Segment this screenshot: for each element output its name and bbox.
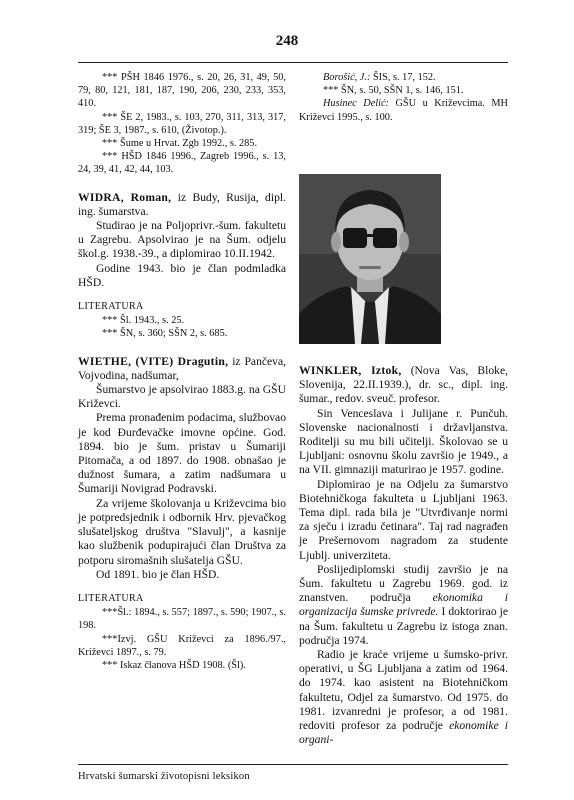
reference: ***Šl.: 1894., s. 557; 1897., s. 590; 1907., s. 198. (78, 607, 286, 632)
entry-intro: iz Pančeva, Vojvodina, nadšumar, (78, 354, 286, 382)
entry-paragraph: Prema pronađenim podacima, službovao je kod Đurđevačke imovne općine. God. 1894. bio je šum. pristav u Šumariji Pitomača, a od 1897. do 1908. obnašao je dužnost šumara, a zatim nadšumara u Šumariji Novigrad Podravski. (78, 411, 286, 496)
entry-paragraph: Diplomirao je na Odjelu za šumarstvo Biotehničkoga fakulteta u Ljubljani 1963. Tema dipl. rada bila je "Utvrđivanje normi za sječu i izradu četinara". Taj rad nagrađen je Prešernovom nagradom za studente Ljublj. univerziteta. (299, 477, 508, 562)
page-number: 248 (275, 33, 299, 49)
right-column-top (299, 71, 508, 124)
reference: *** HŠD 1846 1996., Zagreb 1996., s. 13, 24, 39, 41, 42, 44, 103. (78, 151, 286, 176)
entry-paragraph (299, 648, 508, 747)
reference: *** ŠE 2, 1983., s. 103, 270, 311, 313, 317, 319; ŠE 3, 1987., s. 610, (Životop.). (78, 111, 286, 136)
literature-label: LITERATURA (78, 301, 144, 313)
ref-author: Husinec Delić: (323, 98, 389, 110)
entry-paragraph (299, 563, 508, 648)
italic-term: ekonomike i organi- (299, 719, 508, 747)
entry-name: WIETHE, (VITE) Dragutin, (78, 354, 229, 368)
reference (299, 71, 508, 84)
literature-label: LITERATURA (78, 592, 144, 604)
entry-paragraph: Godine 1943. bio je član podmladka HŠD. (78, 261, 286, 289)
ref-text: *** ŠN, s. 50, SŠN 1, s. 146, 151. (323, 85, 464, 97)
entry-paragraph: Od 1891. bio je član HŠD. (96, 567, 220, 581)
entry-paragraph: Sin Venceslava i Julijane r. Punčuh. Slovenske nacionalnosti i državljanstva. Roditelji su mu bili učitelji. Školovao se u Ljubljani: osnovnu školu završio je 1949., a na VII. gimnaziji maturirao je 1957. godine. (299, 406, 508, 477)
reference: *** PŠH 1846 1976., s. 20, 26, 31, 49, 50, 79, 80, 121, 181, 187, 190, 206, 230, 233, 353, 410. (78, 72, 286, 110)
reference: *** Iskaz članova HŠD 1908. (Šl). (102, 659, 246, 671)
reference: *** ŠN, s. 360; SŠN 2, s. 685. (102, 328, 228, 340)
header-rule (78, 62, 508, 63)
paragraph-text: Radio je kraće vrijeme u šumsko-privr. operativi, u ŠG Ljubljana a zatim od 1964. do 1974. kao asistent na Biotehničkom fakultetu, Odjel za šumarstvo. Od 1975. do 1981. izvanredni je profesor, a od 1981. redoviti profesor za područje (299, 648, 508, 733)
reference: *** Šume u Hrvat. Zgb 1992., s. 285. (102, 138, 258, 150)
paragraph-text: I doktorirao je na Šum. fakultetu u Zagrebu iz istoga znan. područja 1974. (299, 605, 508, 647)
entry-name: WINKLER, Iztok, (299, 364, 402, 377)
ref-author: Borošić, J.: (323, 72, 371, 83)
entry-intro: iz Budy, Rusija, dipl. ing. šumarstva. (78, 190, 286, 218)
portrait-illustration (299, 174, 441, 344)
footer-rule (78, 764, 508, 765)
entry-paragraph: Studirao je na Poljoprivr.-šum. fakultetu u Zagrebu. Apsolvirao je na Šum. odjelu škol.g. 1938.-39., a diplomirao 10.II.1942. (78, 219, 286, 261)
footer-title: Hrvatski šumarski životopisni leksikon (78, 771, 250, 782)
reference: *** Šl. 1943., s. 25. (102, 315, 185, 327)
right-column-entry (299, 350, 508, 747)
reference (299, 84, 508, 97)
ref-text: ŠIS, s. 17, 152. (370, 72, 436, 83)
portrait-photo (299, 174, 441, 344)
entry-paragraph: Šumarstvo je apsolvirao 1883.g. na GŠU Križevci. (78, 383, 286, 411)
ref-text: GŠU u Križevcima. MH Križevci 1995., s. 100. (299, 98, 508, 123)
entry-wiethe-heading (78, 355, 286, 383)
entry-paragraph: Za vrijeme školovanja u Križevcima bio je potpredsjednik i odbornik Hrv. pjevačkog slušateljskog društva "Slavulj", a kasnije kao službenik podupirajući član Društva za potporu siromašnih slušatelja GŠU. (78, 496, 286, 567)
paragraph-text: Poslijediplomski studij završio je na Šum. fakultetu u Zagrebu 1969. god. iz znanstven. područja (299, 562, 508, 605)
entry-widra-heading (78, 191, 286, 219)
left-column (78, 71, 286, 672)
entry-winkler-heading (299, 364, 508, 407)
entry-intro: (Nova Vas, Bloke, Slovenija, 22.II.1939.), dr. sc., dipl. ing. šumar., redov. sveuč. profesor. (299, 364, 508, 406)
italic-term: ekonomika i organizacija šumske privrede. (299, 591, 509, 619)
reference (299, 97, 508, 123)
reference: ***Izvj. GŠU Križevci za 1896./97., Križevci 1897., s. 79. (78, 633, 286, 658)
entry-name: WIDRA, Roman, (78, 190, 172, 204)
